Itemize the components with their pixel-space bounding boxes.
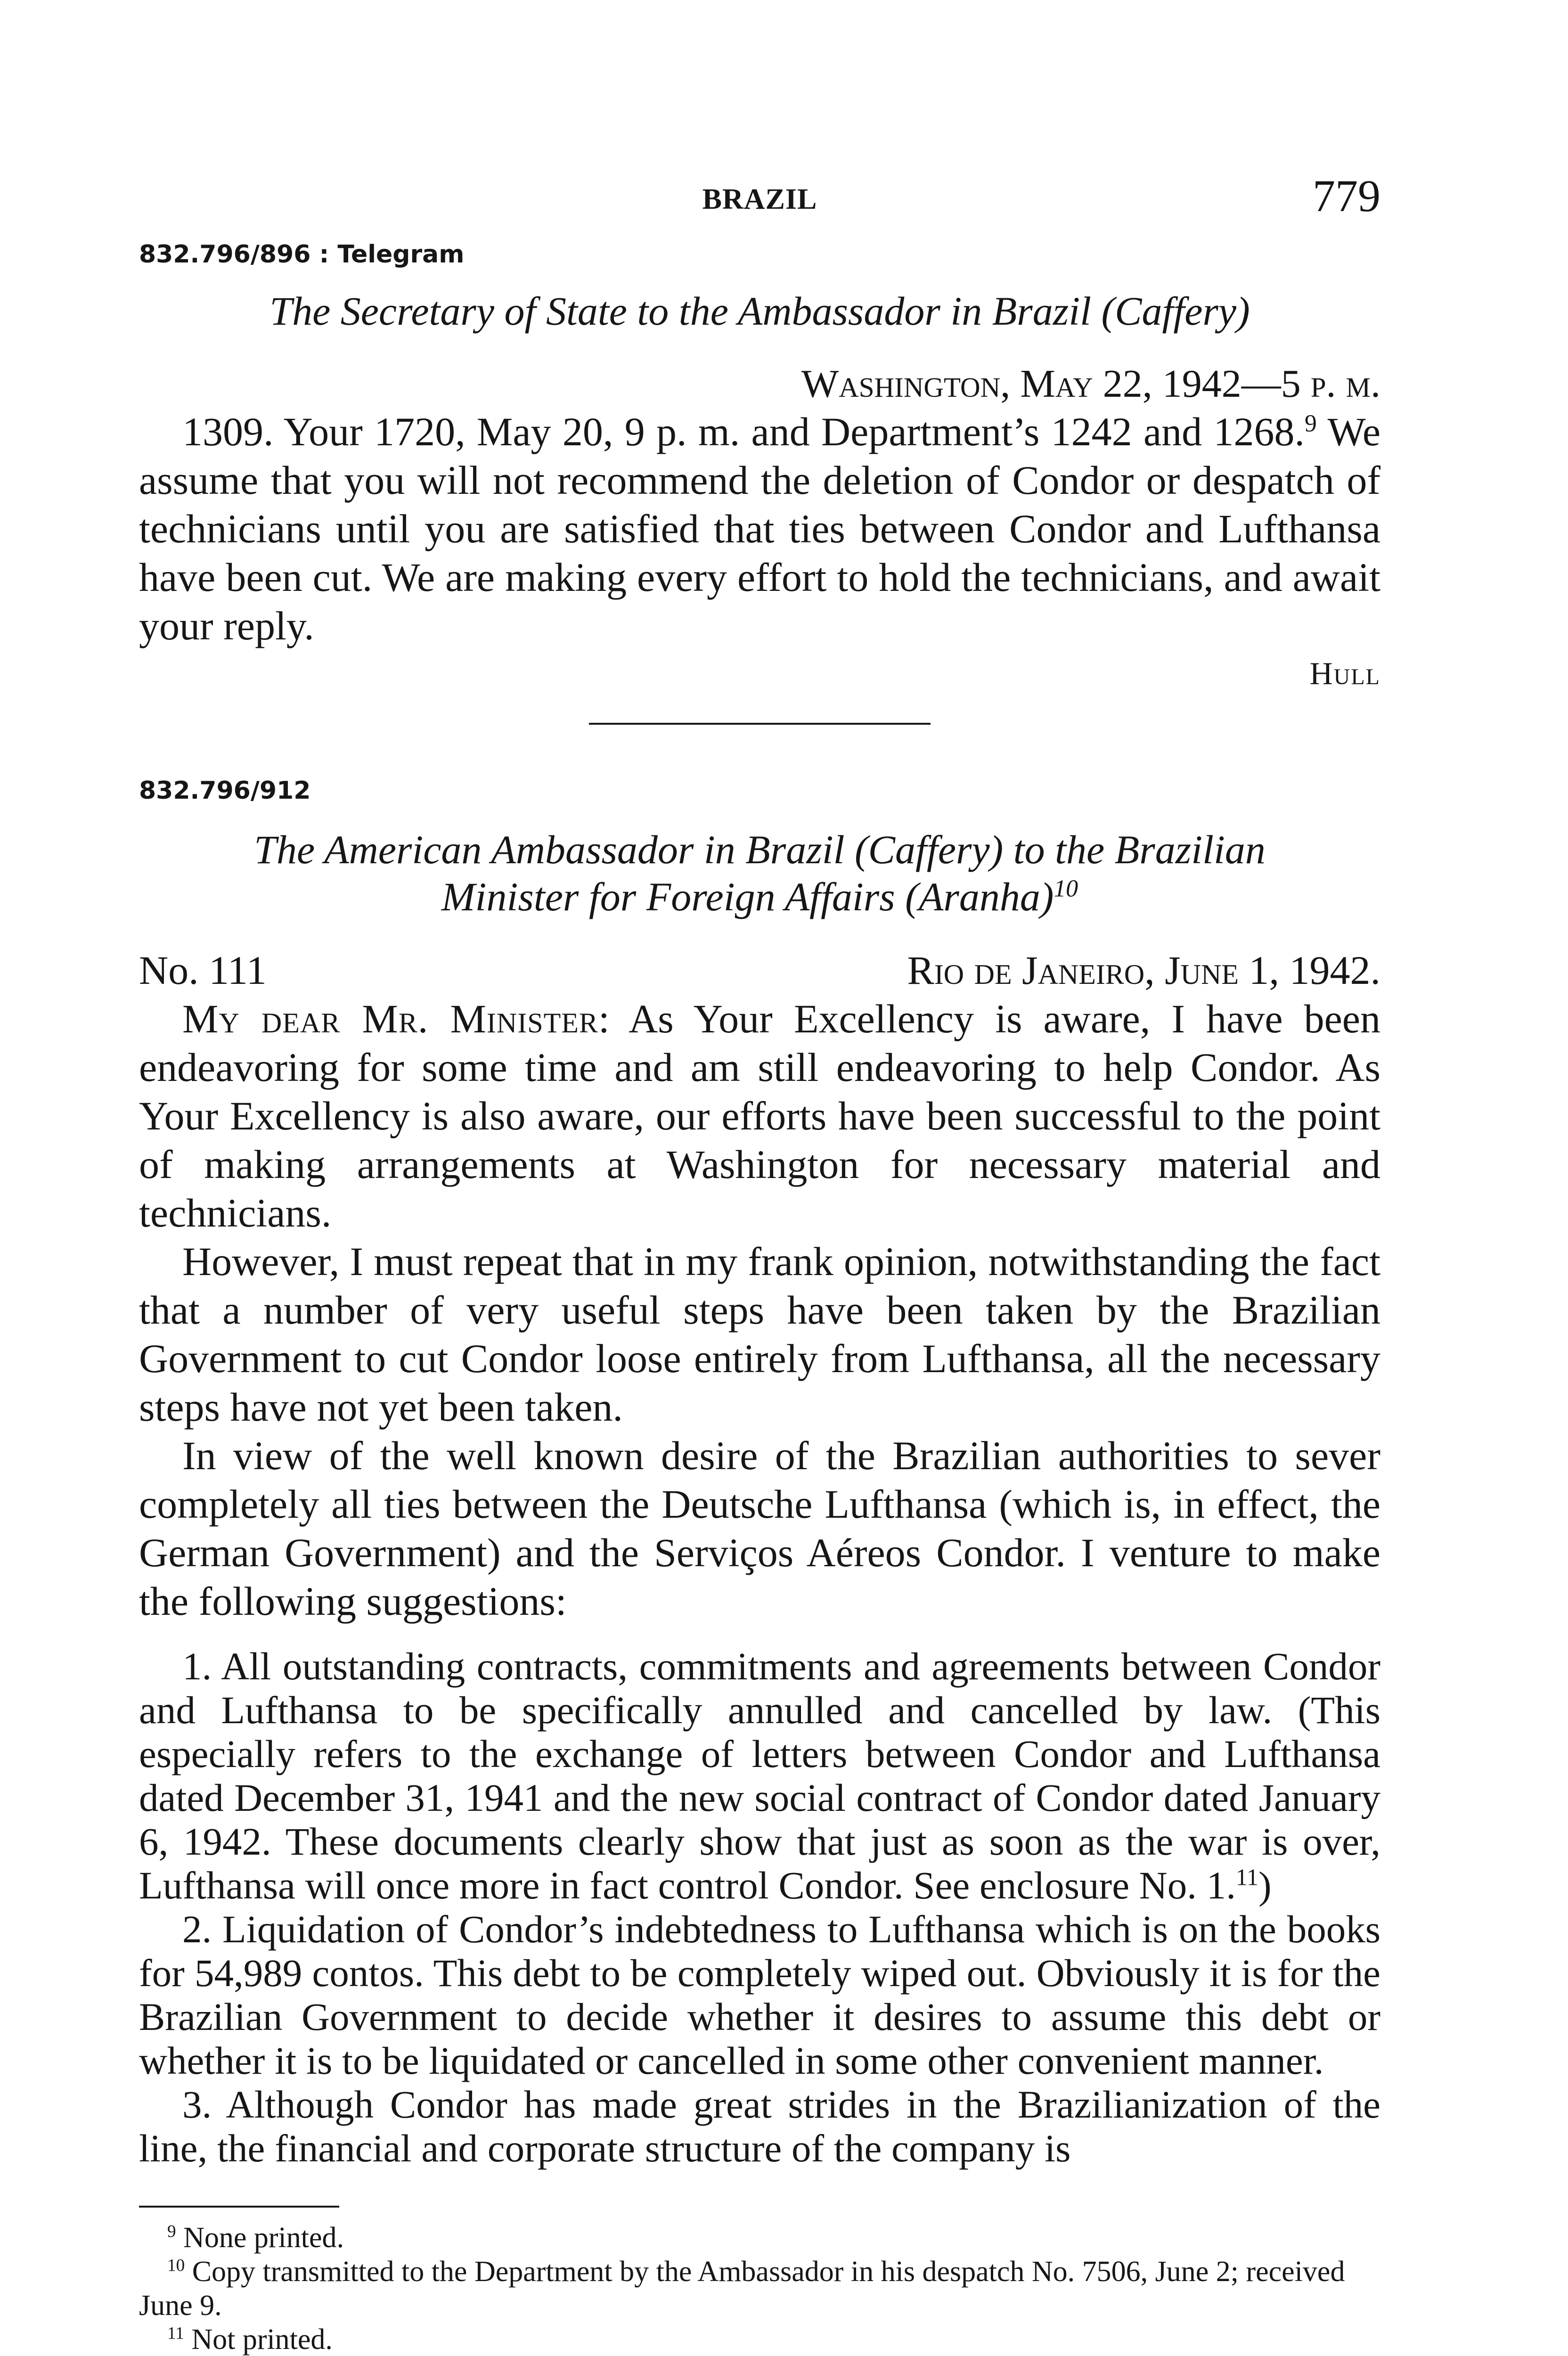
document-2-para-3: In view of the well known desire of the Brazilian authorities to sever completely all ties between the Deutsche Lufthansa (which is, in effect, the German Government) and the Serviços Aéreos Condor. I venture to make the following suggestions: bbox=[139, 1433, 1380, 1624]
document-1-body bbox=[139, 408, 1380, 650]
salutation: My dear Mr. Minister bbox=[182, 996, 598, 1041]
footnote-mark: 9 bbox=[167, 2222, 176, 2241]
file-reference-1: 832.796/896 : Telegram bbox=[139, 240, 465, 269]
footnote-10 bbox=[139, 2255, 1380, 2323]
document-2-heading bbox=[139, 826, 1380, 920]
section-separator bbox=[589, 723, 931, 725]
document-page bbox=[139, 170, 1380, 2356]
running-head bbox=[139, 170, 1380, 221]
footnote-9 bbox=[139, 2221, 1380, 2255]
footnote-text: Not printed. bbox=[191, 2323, 333, 2356]
footnote-text: Copy transmitted to the Department by the Ambassador in his despatch No. 7506, June 2; received June 9. bbox=[139, 2256, 1345, 2322]
suggestion-list bbox=[139, 1644, 1380, 2170]
footnotes bbox=[139, 2221, 1380, 2356]
page-number: 779 bbox=[1313, 171, 1380, 221]
document-1-body-pre: 1309. Your 1720, May 20, 9 p. m. and Department’s 1242 and 1268. bbox=[182, 409, 1305, 454]
document-1-heading: The Secretary of State to the Ambassador in Brazil (Caffery) bbox=[270, 288, 1250, 334]
file-reference-2: 832.796/912 bbox=[139, 777, 311, 805]
document-1-body-post: We assume that you will not recommend the deletion of Condor or despatch of technicians until you are satisfied that ties between Condor and Lufthansa have been cut. We are making every effort to hold the technicians, and await your reply. bbox=[139, 409, 1381, 648]
document-1-dateline: Washington, May 22, 1942—5 p. m. bbox=[801, 362, 1380, 406]
document-2-heading-line2-wrap bbox=[139, 873, 1380, 920]
suggestion-item-3: 3. Although Condor has made great strides in the Brazilianization of the line, the financial and corporate structure of the company is bbox=[139, 2083, 1380, 2170]
document-2-para-2: However, I must repeat that in my frank opinion, notwithstanding the fact that a number of very useful steps have been taken by the Brazilian Government to cut Condor loose entirely from Lufthansa, all the necessary steps have not yet been taken. bbox=[139, 1239, 1380, 1430]
document-2-para-1 bbox=[139, 995, 1380, 1237]
footnote-rule bbox=[139, 2206, 339, 2208]
document-2-heading-line1: The American Ambassador in Brazil (Caffery) to the Brazilian bbox=[254, 827, 1266, 872]
document-2-dateline: Rio de Janeiro, June 1, 1942. bbox=[907, 948, 1380, 993]
suggestion-item-1-text: 1. All outstanding contracts, commitments and agreements between Condor and Lufthansa to be specifically annulled and cancelled by law. (This especially refers to the exchange of letters between Condor and Lufthansa dated December 31, 1941 and the new social contract of Condor dated January 6, 1942. These documents clearly show that just as soon as the war is over, Lufthansa will once more in fact control Condor. See enclosure No. 1. bbox=[139, 1644, 1380, 1907]
footnote-text: None printed. bbox=[183, 2222, 344, 2254]
suggestion-item-1 bbox=[139, 1644, 1380, 1907]
suggestion-item-1-close: ) bbox=[1258, 1864, 1272, 1907]
document-2-number: No. 111 bbox=[139, 948, 267, 993]
footnote-mark: 10 bbox=[167, 2256, 185, 2275]
document-2-header-row bbox=[139, 946, 1380, 995]
document-2-heading-line2: Minister for Foreign Affairs (Aranha) bbox=[441, 874, 1054, 919]
suggestion-item-2: 2. Liquidation of Condor’s indebtedness to Lufthansa which is on the books for 54,989 contos. This debt to be completely wiped out. Obviously it is for the Brazilian Government to decide whether it desires to assume this debt or whether it is to be liquidated or cancelled in some other convenient manner. bbox=[139, 1907, 1380, 2082]
footnote-ref-9: 9 bbox=[1304, 410, 1317, 437]
footnote-11 bbox=[139, 2323, 1380, 2356]
running-title: BRAZIL bbox=[702, 183, 817, 215]
signature-hull: Hull bbox=[1309, 655, 1380, 691]
footnote-ref-11: 11 bbox=[1235, 1864, 1258, 1890]
footnote-mark: 11 bbox=[167, 2323, 184, 2343]
footnote-ref-10: 10 bbox=[1054, 875, 1078, 902]
document-2-para-1-text: : As Your Excellency is aware, I have been endeavoring for some time and am still endeavoring to help Condor. As Your Excellency is also aware, our efforts have been successful to the point of making arrangements at Washington for necessary material and technicians. bbox=[139, 996, 1380, 1235]
